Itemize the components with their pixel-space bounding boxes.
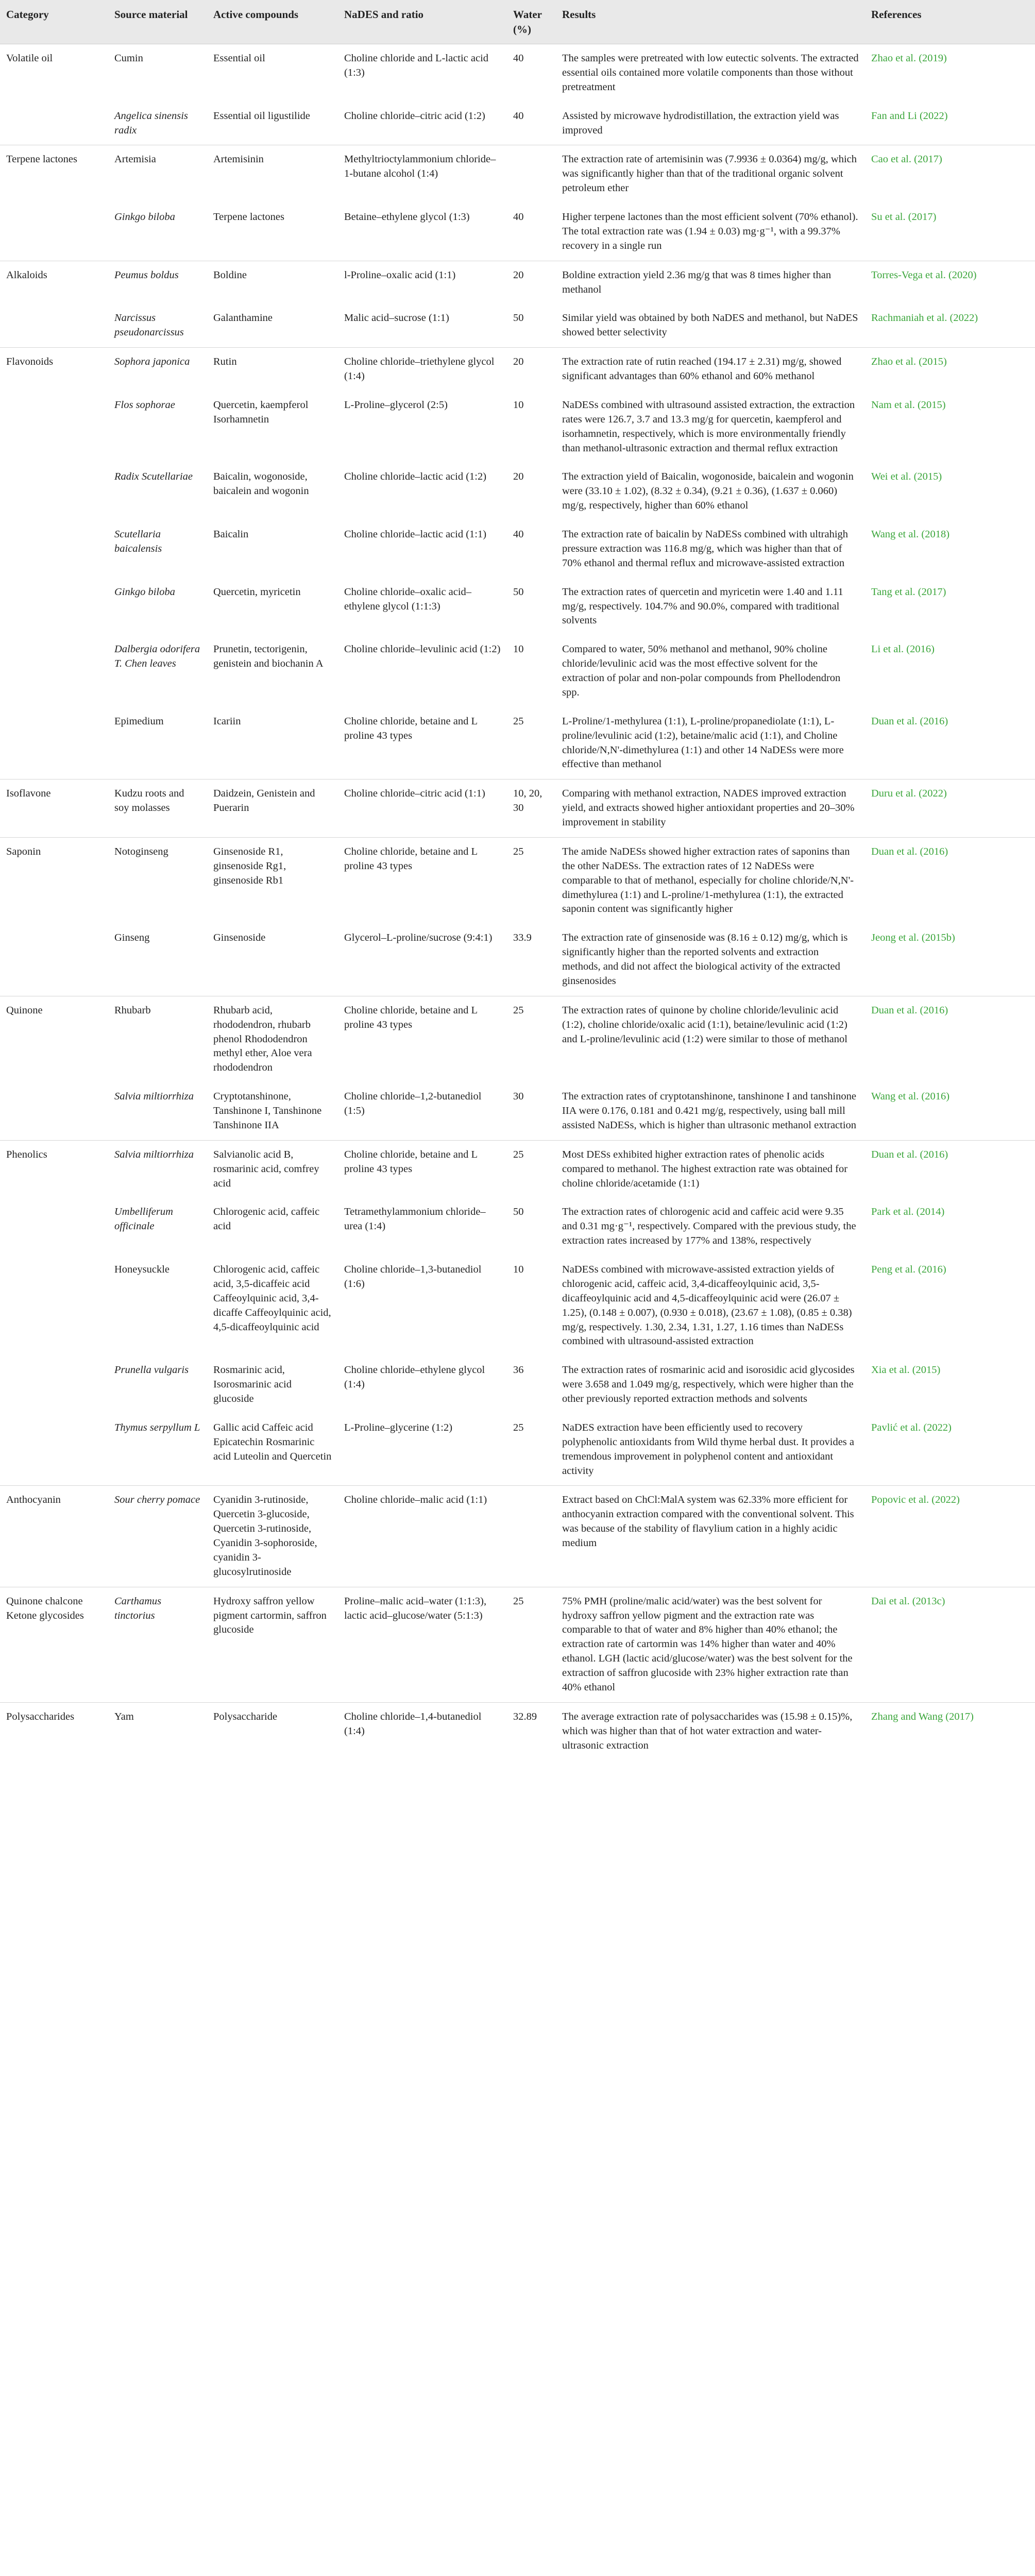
cell-active-compounds: Chlorogenic acid, caffeic acid xyxy=(213,1206,320,1232)
reference-link[interactable]: Jeong et al. (2015b) xyxy=(871,932,955,944)
cell-category: Isoflavone xyxy=(0,779,108,838)
reference-link[interactable]: Park et al. (2014) xyxy=(871,1206,945,1218)
header-active-compounds: Active compounds xyxy=(207,0,338,44)
cell-water-percent: 50 xyxy=(513,1206,524,1218)
cell-source-material xyxy=(108,348,207,391)
reference-link[interactable]: Duan et al. (2016) xyxy=(871,715,948,727)
cell-source-material xyxy=(108,304,207,347)
table-header xyxy=(0,0,1035,44)
cell-source-material: Artemisia xyxy=(108,145,207,203)
cell-category: Phenolics xyxy=(0,1140,108,1198)
cell-nades-ratio: Malic acid–sucrose (1:1) xyxy=(344,312,449,324)
table-row xyxy=(0,924,1035,996)
table-body xyxy=(0,44,1035,1760)
cell-active-compounds: Chlorogenic acid, caffeic acid, 3,5-dicaffeic acid Caffeoylquinic acid, 3,4-dicaffe Caffeoylquinic acid, 4,5-dicaffeoylquinic acid xyxy=(213,1264,331,1333)
table-row xyxy=(0,1414,1035,1486)
source-name-italic: Flos sophorae xyxy=(114,399,175,411)
cell-water-percent: 25 xyxy=(513,715,524,727)
cell-water-percent: 36 xyxy=(513,1364,524,1376)
reference-link[interactable]: Zhang and Wang (2017) xyxy=(865,1702,1035,1760)
cell-nades-ratio: Glycerol–L-proline/sucrose (9:4:1) xyxy=(344,932,493,944)
cell-nades-ratio: Choline chloride–levulinic acid (1:2) xyxy=(344,643,501,655)
cell-nades-ratio: Proline–malic acid–water (1:1:3), lactic acid–glucose/water (5:1:3) xyxy=(338,1587,507,1702)
cell-results: The extraction rates of cryptotanshinone, tanshinone I and tanshinone IIA were 0.176, 0.181 and 0.421 mg/g, respectively, using ball mill assisted NaDESs, which is higher than ultrasonic methanol extraction xyxy=(562,1091,857,1131)
source-name-italic: Ginkgo biloba xyxy=(114,586,175,598)
cell-category: Terpene lactones xyxy=(0,145,108,203)
table-row xyxy=(0,145,1035,203)
reference-link[interactable]: Duan et al. (2016) xyxy=(865,1140,1035,1198)
cell-nades-ratio: Choline chloride–lactic acid (1:2) xyxy=(344,471,487,483)
cell-nades-ratio: Choline chloride–triethylene glycol (1:4) xyxy=(338,348,507,391)
cell-category xyxy=(0,635,108,707)
cell-water-percent: 33.9 xyxy=(513,932,532,944)
table-row xyxy=(0,707,1035,779)
cell-water-percent: 50 xyxy=(513,586,524,598)
cell-active-compounds: Hydroxy saffron yellow pigment cartormin, saffron glucoside xyxy=(207,1587,338,1702)
cell-nades-ratio: L-Proline–glycerine (1:2) xyxy=(344,1421,453,1433)
source-name-italic: Salvia miltiorrhiza xyxy=(114,1148,194,1160)
cell-source-material: Cumin xyxy=(108,44,207,102)
table-row xyxy=(0,1256,1035,1356)
reference-link[interactable]: Tang et al. (2017) xyxy=(871,586,946,598)
cell-nades-ratio: Choline chloride–ethylene glycol (1:4) xyxy=(344,1364,485,1391)
cell-category xyxy=(0,304,108,347)
table-row xyxy=(0,1356,1035,1414)
cell-source-material: Honeysuckle xyxy=(114,1264,170,1276)
cell-nades-ratio: Choline chloride, betaine and L proline 43 types xyxy=(338,996,507,1082)
cell-water-percent xyxy=(507,145,556,203)
reference-link[interactable]: Su et al. (2017) xyxy=(871,211,937,223)
cell-active-compounds: Essential oil xyxy=(207,44,338,102)
table-row xyxy=(0,391,1035,463)
cell-active-compounds: Baicalin, wogonoside, baicalein and wogonin xyxy=(213,471,309,497)
cell-water-percent: 40 xyxy=(513,211,524,223)
reference-link[interactable]: Fan and Li (2022) xyxy=(871,110,948,122)
cell-nades-ratio: Choline chloride, betaine and L proline 43 types xyxy=(338,1140,507,1198)
cell-active-compounds: Baicalin xyxy=(213,529,249,540)
cell-source-material: Yam xyxy=(108,1702,207,1760)
cell-source-material xyxy=(108,261,207,304)
cell-results: The samples were pretreated with low eutectic solvents. The extracted essential oils contained more volatile components than those without pretreatment xyxy=(556,44,865,102)
cell-results: NaDES extraction have been efficiently used to recovery polyphenolic antioxidants from Wild thyme herbal dust. It provides a tremendous improvement in polyphenol content and antioxidant activity xyxy=(562,1421,854,1477)
reference-link[interactable]: Duan et al. (2016) xyxy=(865,996,1035,1082)
table-row xyxy=(0,102,1035,145)
cell-results: The extraction rates of quinone by choline chloride/levulinic acid (1:2), choline chloride/oxalic acid (1:1), betaine/levulinic acid (1:2) and L-proline/levulinic acid (1:2) were similar to those of methanol xyxy=(556,996,865,1082)
cell-water-percent: 25 xyxy=(513,1421,524,1433)
cell-category: Alkaloids xyxy=(0,261,108,304)
cell-category xyxy=(0,1356,108,1414)
cell-results: The extraction rate of artemisinin was (7.9936 ± 0.0364) mg/g, which was significantly higher than that of the traditional organic solvent petroleum ether xyxy=(556,145,865,203)
cell-active-compounds: Boldine xyxy=(207,261,338,304)
reference-link[interactable]: Rachmaniah et al. (2022) xyxy=(871,312,978,324)
cell-category: Saponin xyxy=(0,837,108,924)
cell-water-percent: 10 xyxy=(513,399,524,411)
table-row xyxy=(0,520,1035,578)
table-row xyxy=(0,1702,1035,1760)
cell-nades-ratio: Tetramethylammonium chloride–urea (1:4) xyxy=(344,1206,486,1232)
table-row xyxy=(0,261,1035,304)
cell-source-material xyxy=(108,1356,207,1414)
cell-results: Extract based on ChCl:MalA system was 62.33% more efficient for anthocyanin extraction compared with the conventional solvent. This was because of the stability of flavylium cation in a highly acidic medium xyxy=(556,1486,865,1587)
cell-source-material xyxy=(108,1140,207,1198)
cell-source-material xyxy=(108,1587,207,1702)
reference-link[interactable]: Duan et al. (2016) xyxy=(865,837,1035,924)
cell-results: The extraction rates of chlorogenic acid and caffeic acid were 9.35 and 0.31 mg·g⁻¹, respectively. Compared with the previous study, the extraction rates increased by 177% and 138%, respectively xyxy=(562,1206,856,1247)
cell-results: 75% PMH (proline/malic acid/water) was the best solvent for hydroxy saffron yellow pigment and the extraction rate was comparable to that of water and 8% higher than 40% ethanol; the extraction rate of cartormin was 14% higher than water and 40% ethanol. LGH (lactic acid/glucose/water) was the best solvent for the extraction of saffron glucoside with 23% higher extraction rate than 40% ethanol xyxy=(556,1587,865,1702)
cell-source-material: Rhubarb xyxy=(108,996,207,1082)
cell-source-material xyxy=(108,102,207,145)
table-row xyxy=(0,203,1035,261)
cell-water-percent: 30 xyxy=(513,1091,524,1103)
table-row xyxy=(0,304,1035,347)
reference-link[interactable]: Wang et al. (2018) xyxy=(871,529,950,540)
cell-nades-ratio: Choline chloride–lactic acid (1:1) xyxy=(344,529,487,540)
cell-water-percent: 25 xyxy=(507,837,556,924)
cell-active-compounds: Quercetin, kaempferol Isorhamnetin xyxy=(213,399,309,425)
cell-active-compounds: Daidzein, Genistein and Puerarin xyxy=(207,779,338,838)
cell-water-percent: 20 xyxy=(507,261,556,304)
cell-results: The amide NaDESs showed higher extraction rates of saponins than the other NaDESs. The extraction rates of 12 NaDESs were comparable to that of methanol, especially for choline chloride/N,N'-dimethylurea (1:1) and L-proline/1-methylurea (1:1), the extracted saponin content was significantly higher xyxy=(556,837,865,924)
table-row xyxy=(0,44,1035,102)
source-name-italic: Ginkgo biloba xyxy=(114,211,175,223)
cell-category xyxy=(0,203,108,261)
cell-category xyxy=(0,1198,108,1256)
cell-category xyxy=(0,520,108,578)
source-name-italic: Thymus serpyllum L xyxy=(114,1421,200,1433)
cell-water-percent: 10 xyxy=(513,643,524,655)
cell-source-material: Epimedium xyxy=(114,715,164,727)
table-row xyxy=(0,779,1035,838)
cell-water-percent: 25 xyxy=(507,1140,556,1198)
cell-category: Quinone chalcone Ketone glycosides xyxy=(0,1587,108,1702)
table-row xyxy=(0,578,1035,636)
header-row xyxy=(0,0,1035,44)
source-name-italic: Dalbergia odorifera T. Chen leaves xyxy=(114,643,200,670)
cell-nades-ratio: Choline chloride–oxalic acid–ethylene glycol (1:1:3) xyxy=(344,586,472,612)
cell-active-compounds: Prunetin, tectorigenin, genistein and biochanin A xyxy=(213,643,324,670)
cell-water-percent: 25 xyxy=(507,996,556,1082)
cell-source-material xyxy=(108,463,207,520)
cell-active-compounds: Salvianolic acid B, rosmarinic acid, comfrey acid xyxy=(207,1140,338,1198)
reference-link[interactable]: Wei et al. (2015) xyxy=(871,471,942,483)
cell-source-material: Kudzu roots and soy molasses xyxy=(108,779,207,838)
reference-link[interactable]: Peng et al. (2016) xyxy=(871,1264,946,1276)
cell-category xyxy=(0,924,108,996)
cell-source-material: Ginseng xyxy=(114,932,150,944)
cell-source-material xyxy=(108,1414,207,1486)
cell-active-compounds: Ginsenoside xyxy=(213,932,266,944)
cell-active-compounds: Cyanidin 3-rutinoside, Quercetin 3-glucoside, Quercetin 3-rutinoside, Cyanidin 3-sophoroside, cyanidin 3-glucosylrutinoside xyxy=(207,1486,338,1587)
cell-water-percent: 40 xyxy=(507,44,556,102)
reference-link[interactable]: Zhao et al. (2015) xyxy=(865,348,1035,391)
source-name-italic: Narcissus pseudonarcissus xyxy=(114,312,184,338)
cell-water-percent: 20 xyxy=(513,471,524,483)
cell-category: Quinone xyxy=(0,996,108,1082)
cell-active-compounds: Quercetin, myricetin xyxy=(213,586,301,598)
table-row xyxy=(0,463,1035,520)
source-name-italic: Scutellaria baicalensis xyxy=(114,529,162,554)
cell-active-compounds: Ginsenoside R1, ginsenoside Rg1, ginsenoside Rb1 xyxy=(207,837,338,924)
cell-category xyxy=(0,578,108,636)
source-name-italic: Prunella vulgaris xyxy=(114,1364,189,1376)
reference-link[interactable]: Duru et al. (2022) xyxy=(865,779,1035,838)
cell-nades-ratio: Choline chloride and L-lactic acid (1:3) xyxy=(338,44,507,102)
cell-results: The extraction yield of Baicalin, wogonoside, baicalein and wogonin were (33.10 ± 1.02), (8.32 ± 0.34), (9.21 ± 0.36), (1.637 ± 0.060) mg/g, respectively, higher than 60% ethanol xyxy=(562,471,854,512)
reference-link[interactable]: Zhao et al. (2019) xyxy=(865,44,1035,102)
cell-category xyxy=(0,102,108,145)
cell-results: The extraction rates of rosmarinic acid and isorosidic acid glycosides were 3.658 and 1.049 mg/g, respectively, which were higher than the other previously reported extraction methods and solvents xyxy=(562,1364,855,1405)
cell-results: NaDESs combined with ultrasound assisted extraction, the extraction rates were 126.7, 3.7 and 13.3 mg/g for quercetin, kaempferol and isorhamnetin, respectively, which is more environmentally friendly than methanol-ultrasonic extraction and thermal reflux extraction xyxy=(562,399,855,454)
cell-active-compounds: Cryptotanshinone, Tanshinone I, Tanshinone Tanshinone IIA xyxy=(213,1091,322,1131)
cell-active-compounds: Gallic acid Caffeic acid Epicatechin Rosmarinic acid Luteolin and Quercetin xyxy=(213,1421,332,1462)
cell-nades-ratio: Choline chloride, betaine and L proline 43 types xyxy=(344,715,478,741)
table-row xyxy=(0,996,1035,1082)
cell-active-compounds: Artemisinin xyxy=(207,145,338,203)
cell-results: Similar yield was obtained by both NaDES and methanol, but NaDES showed better selectivity xyxy=(562,312,858,338)
reference-link[interactable]: Dai et al. (2013c) xyxy=(865,1587,1035,1702)
reference-link[interactable]: Nam et al. (2015) xyxy=(871,399,946,411)
source-name-italic: Sour cherry pomace xyxy=(114,1494,200,1506)
reference-link[interactable]: Wang et al. (2016) xyxy=(871,1091,950,1103)
cell-water-percent xyxy=(507,1486,556,1587)
cell-active-compounds: Rosmarinic acid, Isorosmarinic acid glucoside xyxy=(213,1364,292,1405)
source-name-italic: Umbelliferum officinale xyxy=(114,1206,173,1232)
cell-category xyxy=(0,391,108,463)
cell-source-material xyxy=(108,1486,207,1587)
cell-results: Boldine extraction yield 2.36 mg/g that was 8 times higher than methanol xyxy=(556,261,865,304)
reference-link[interactable]: Cao et al. (2017) xyxy=(865,145,1035,203)
cell-nades-ratio: l-Proline–oxalic acid (1:1) xyxy=(338,261,507,304)
reference-link[interactable]: Xia et al. (2015) xyxy=(871,1364,941,1376)
cell-category: Anthocyanin xyxy=(0,1486,108,1587)
source-name-italic: Salvia miltiorrhiza xyxy=(114,1091,194,1103)
cell-water-percent: 40 xyxy=(513,110,524,122)
cell-results: The extraction rate of ginsenoside was (8.16 ± 0.12) mg/g, which is significantly higher than the reported solvents and extraction methods, and did not affect the biological activity of the extracted ginsenosides xyxy=(562,932,848,987)
cell-nades-ratio: Choline chloride–citric acid (1:2) xyxy=(344,110,485,122)
cell-water-percent: 40 xyxy=(513,529,524,540)
cell-nades-ratio: L-Proline–glycerol (2:5) xyxy=(344,399,448,411)
header-references: References xyxy=(865,0,1035,44)
cell-nades-ratio: Choline chloride, betaine and L proline 43 types xyxy=(338,837,507,924)
header-water: Water (%) xyxy=(507,0,556,44)
table-row xyxy=(0,1587,1035,1702)
cell-active-compounds: Icariin xyxy=(213,715,241,727)
cell-category: Volatile oil xyxy=(0,44,108,102)
cell-results: Compared to water, 50% methanol and methanol, 90% choline chloride/levulinic acid was the most effective solvent for the extraction of polar and non-polar compounds from Phellodendron spp. xyxy=(562,643,841,698)
cell-results: The extraction rates of quercetin and myricetin were 1.40 and 1.11 mg/g, respectively. 104.7% and 90.0%, compared with traditional solvents xyxy=(562,586,843,626)
source-name-italic: Radix Scutellariae xyxy=(114,471,193,483)
cell-nades-ratio: Choline chloride–1,2-butanediol (1:5) xyxy=(344,1091,482,1117)
cell-source-material xyxy=(108,635,207,707)
cell-source-material xyxy=(108,1198,207,1256)
cell-active-compounds: Rhubarb acid, rhododendron, rhubarb phenol Rhododendron methyl ether, Aloe vera rhododendron xyxy=(207,996,338,1082)
cell-water-percent: 25 xyxy=(507,1587,556,1702)
cell-category xyxy=(0,463,108,520)
cell-nades-ratio: Choline chloride–1,3-butanediol (1:6) xyxy=(344,1264,482,1290)
cell-nades-ratio: Betaine–ethylene glycol (1:3) xyxy=(344,211,470,223)
cell-category: Flavonoids xyxy=(0,348,108,391)
header-results: Results xyxy=(556,0,865,44)
table-row xyxy=(0,1082,1035,1140)
cell-source-material xyxy=(108,1082,207,1140)
cell-active-compounds: Essential oil ligustilide xyxy=(213,110,310,122)
cell-active-compounds: Rutin xyxy=(207,348,338,391)
table-row xyxy=(0,635,1035,707)
header-nades-ratio: NaDES and ratio xyxy=(338,0,507,44)
cell-category xyxy=(0,707,108,779)
cell-nades-ratio: Choline chloride–1,4-butanediol (1:4) xyxy=(338,1702,507,1760)
cell-source-material xyxy=(108,520,207,578)
cell-source-material xyxy=(108,203,207,261)
header-source-material: Source material xyxy=(108,0,207,44)
source-name-italic: Angelica sinensis radix xyxy=(114,110,188,136)
source-name-italic: Sophora japonica xyxy=(114,356,190,368)
cell-results: NaDESs combined with microwave-assisted extraction yields of chlorogenic acid, caffeic acid, 3,4-dicaffeoylquinic acid, 3,5-dicaffeoylquinic acid and 4,5-dicaffeoylquinic acid were (26.07 ± 1.25), (0.148 ± 0.007), (0.930 ± 0.018), (23.67 ± 1.08), (0.85 ± 0.38) mg/g, respectively. 1.30, 2.34, 1.31, 1.27, 1.16 times than NaDESs combined with ultrasound-assisted extraction xyxy=(562,1264,852,1347)
cell-nades-ratio: Choline chloride–citric acid (1:1) xyxy=(338,779,507,838)
reference-link[interactable]: Popovic et al. (2022) xyxy=(865,1486,1035,1587)
source-name-italic: Carthamus tinctorius xyxy=(114,1595,162,1621)
cell-water-percent: 10, 20, 30 xyxy=(507,779,556,838)
cell-results: Assisted by microwave hydrodistillation, the extraction yield was improved xyxy=(562,110,839,136)
cell-active-compounds: Terpene lactones xyxy=(213,211,285,223)
cell-water-percent: 50 xyxy=(513,312,524,324)
cell-water-percent: 10 xyxy=(513,1264,524,1276)
cell-nades-ratio: Choline chloride–malic acid (1:1) xyxy=(338,1486,507,1587)
cell-results: The extraction rate of baicalin by NaDESs combined with ultrahigh pressure extraction was 116.8 mg/g, which was higher than that of 70% ethanol and thermal reflux and microwave-assisted extraction xyxy=(562,529,849,569)
cell-results: Most DESs exhibited higher extraction rates of phenolic acids compared to methanol. The highest extraction rate was obtained for choline chloride/acetamide (1:1) xyxy=(556,1140,865,1198)
cell-category: Polysaccharides xyxy=(0,1702,108,1760)
reference-link[interactable]: Li et al. (2016) xyxy=(871,643,935,655)
cell-results: The average extraction rate of polysaccharides was (15.98 ± 0.15)%, which was higher than that of hot water extraction and water-ultrasonic extraction xyxy=(556,1702,865,1760)
cell-category xyxy=(0,1414,108,1486)
table-row xyxy=(0,348,1035,391)
cell-category xyxy=(0,1082,108,1140)
cell-source-material xyxy=(108,391,207,463)
cell-results: The extraction rate of rutin reached (194.17 ± 2.31) mg/g, showed significant advantages than 60% ethanol and 60% methanol xyxy=(556,348,865,391)
table-row xyxy=(0,1198,1035,1256)
table-row xyxy=(0,837,1035,924)
cell-results: L-Proline/1-methylurea (1:1), L-proline/propanediolate (1:1), L-proline/levulinic acid (1:2), betaine/malic acid (1:1), and Choline chloride/N,N'-dimethylurea (1:1) and other 14 NaDESs were more effective than methanol xyxy=(562,715,844,770)
cell-active-compounds: Polysaccharide xyxy=(207,1702,338,1760)
cell-nades-ratio: Methyltrioctylammonium chloride–1-butane alcohol (1:4) xyxy=(338,145,507,203)
cell-source-material xyxy=(108,578,207,636)
cell-results: Comparing with methanol extraction, NADES improved extraction yield, and extracts showed higher antioxidant properties and 20–30% improvement in stability xyxy=(556,779,865,838)
reference-link[interactable]: Pavlić et al. (2022) xyxy=(871,1421,952,1433)
cell-water-percent: 32.89 xyxy=(507,1702,556,1760)
cell-category xyxy=(0,1256,108,1356)
cell-results: Higher terpene lactones than the most efficient solvent (70% ethanol). The total extraction rate was (1.94 ± 0.03) mg·g⁻¹, with a 99.37% recovery in a single run xyxy=(562,211,858,251)
table-row xyxy=(0,1486,1035,1587)
cell-water-percent: 20 xyxy=(507,348,556,391)
table-row xyxy=(0,1140,1035,1198)
header-category: Category xyxy=(0,0,108,44)
cell-source-material: Notoginseng xyxy=(108,837,207,924)
cell-active-compounds: Galanthamine xyxy=(213,312,273,324)
source-name-italic: Peumus boldus xyxy=(114,269,179,281)
reference-link[interactable]: Torres-Vega et al. (2020) xyxy=(865,261,1035,304)
